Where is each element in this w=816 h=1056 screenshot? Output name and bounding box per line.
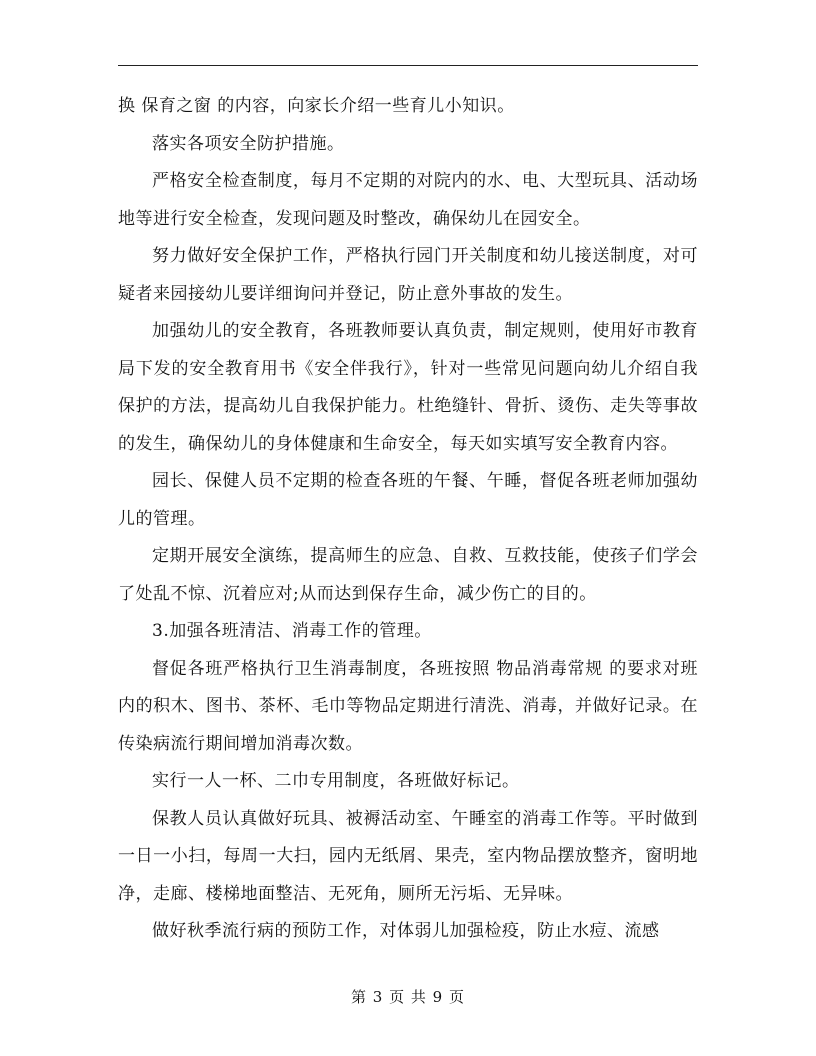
document-body [118,88,698,951]
paragraph: 园长、保健人员不定期的检查各班的午餐、午睡，督促各班老师加强幼儿的管理。 [118,471,698,529]
paragraph: 做好秋季流行病的预防工作，对体弱儿加强检疫，防止水痘、流感 [152,921,660,941]
header-rule [118,65,698,66]
section-heading: 3.加强各班清洁、消毒工作的管理。 [152,621,432,641]
page-number-footer: 第 3 页 共 9 页 [351,988,465,1006]
paragraph: 换 保育之窗 的内容，向家长介绍一些育儿小知识。 [118,96,515,116]
paragraph: 努力做好安全保护工作，严格执行园门开关制度和幼儿接送制度，对可疑者来园接幼儿要详细询问并登记，防止意外事故的发生。 [118,246,698,304]
paragraph: 落实各项安全防护措施。 [152,133,345,154]
paragraph: 督促各班严格执行卫生消毒制度，各班按照 物品消毒常规 的要求对班内的积木、图书、茶杯、毛巾等物品定期进行清洗、消毒，并做好记录。在传染病流行期间增加消毒次数。 [118,658,698,754]
paragraph: 定期开展安全演练，提高师生的应急、自救、互救技能，使孩子们学会了处乱不惊、沉着应对;从而达到保存生命，减少伤亡的目的。 [118,546,698,604]
paragraph: 实行一人一杯、二巾专用制度，各班做好标记。 [152,771,520,791]
paragraph: 严格安全检查制度，每月不定期的对院内的水、电、大型玩具、活动场地等进行安全检查，发现问题及时整改，确保幼儿在园安全。 [118,171,698,229]
paragraph: 保教人员认真做好玩具、被褥活动室、午睡室的消毒工作等。平时做到一日一小扫，每周一大扫，园内无纸屑、果壳，室内物品摆放整齐，窗明地净，走廊、楼梯地面整洁、无死角，厕所无污垢、无异味。 [118,808,698,904]
paragraph: 加强幼儿的安全教育，各班教师要认真负责，制定规则，使用好市教育局下发的安全教育用书《安全伴我行》，针对一些常见问题向幼儿介绍自我保护的方法，提高幼儿自我保护能力。杜绝缝针、骨折、烫伤、走失等事故的发生，确保幼儿的身体健康和生命安全，每天如实填写安全教育内容。 [118,321,698,454]
